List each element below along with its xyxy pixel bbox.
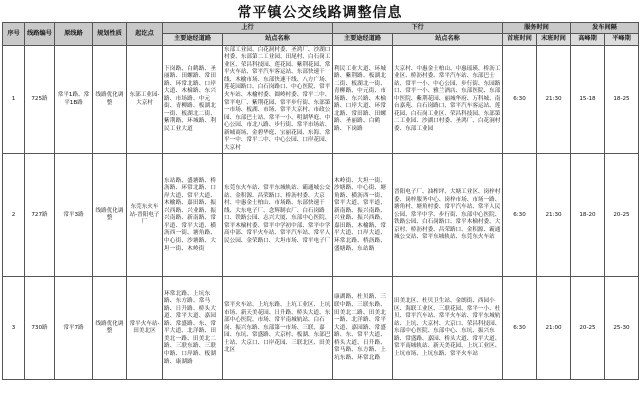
cell-peak: 15-18 (571, 45, 605, 154)
cell-line-code: 725路 (25, 45, 55, 154)
cell-up-roads: 东站路、盛塘路、桥沥路、环常北路、口岸大道、常平大道、木榆路、嘉田路、振兴西路、兴业路、振兴南路、新南路、常平道、常平大道、横沥西一街、塘角路、中心街、沙塘路、大坦一街、木岭街 (163, 154, 223, 277)
cell-seq: 3 (3, 277, 25, 380)
cell-offpeak: 25-30 (605, 277, 639, 380)
cell-last-bus: 21:30 (537, 154, 571, 277)
cell-first-bus: 6:30 (503, 154, 537, 277)
cell-down-stops: 田美北区、杜贝卫生站、金朗街、西园小区、海联工业区、三联花园、常平一小、杜贝、常平汽车站、常平火车站、常平东城轨站、上坑、大京村、大京口、荣昌科技园、东部中心医院、东部中心、东坑、振兴东路、常盛路、嘉园、桥头大道、常平大道、常平南城轨站、新天美花园、上坑工业区、上坑市场、上坑东路、常平火车站 (393, 277, 503, 380)
header-terminals: 起讫点 (127, 23, 163, 46)
cell-down-stops: 晋阳电子厂、油榨坪、大塘工业区、岗梓村委、岗梓服务中心、岗梓市场、市场一路、塘角村、塘角村委、常平汽车站、常平人民公园、常平中学、步行街、东部中心医院、铁路公园、白石岗路口、常平木棆村委、大京村、桥沥村委、昌荣路口、金积源、霸通城公交站、常平东城轨站、东莞东火车站 (393, 154, 503, 277)
cell-orig-line: 常平3路 (55, 154, 93, 277)
header-line-code: 线路编号 (25, 23, 55, 46)
cell-peak: 20-25 (571, 277, 605, 380)
cell-last-bus: 21:00 (537, 277, 571, 380)
cell-peak: 18-20 (571, 154, 605, 277)
header-upstream: 上行 (163, 23, 333, 34)
header-last-bus: 末班时间 (537, 34, 571, 45)
cell-up-stops: 东部工业园、白花洞村委、圣鸿厂、沙湖口村委、东部第二工业园、田尾村、白石岗工业区、荣昌科技园、莲花园、紫荆花园、常平火车站、常平汽车客运站、东部快速干线、木榆市场、东部快速干线、八方广场、莲花园路口、白石岗路口、中心医院、常平火车站、木榆村委、圆岭村委、常平二中、常平电厂、紫荆花园、常平步行街、东部第一市场、板湖、市场、常平大京村、市政公园、东部巴士站、常平一小、明湖华庭、中心公园、市北八路、步行街、常平市场站、新城商场、金碧华庭、宝丽花园、东海、常平一中、常平二中、中心公园、口岸花园、大京村 (223, 45, 333, 154)
header-down-main-roads: 主要途经道路 (333, 34, 393, 45)
header-seq: 序号 (3, 23, 25, 46)
bus-route-table (2, 22, 639, 380)
cell-seq: 2 (3, 154, 25, 277)
cell-down-stops: 大京村、中惠金士柏山、中惠瑶瑛、桥沥工业区、桥沥村委、常平汽车站、东部巴士站、常平一小、中心公园、步行街、东园路口、常平一小、雅兰酒店、东部医院、东部中医院、紫荆花园、丽城华府、万科城、南台嘉苑、白石岗路口、常平汽车客运站、莲花园、白石岗工业区、荣昌科技园、东部第二工业园、沙湖口村委、圣鸿厂、白花洞村委、东部工业园 (393, 45, 503, 154)
cell-down-roads: 木岭街、大坦一街、沙塘路、中心街、塘角路、横沥西一街、常平大道、常平道、新南路、振兴南路、兴业路、振兴西路、嘉田路、木榆路、常平大道、口岸大道、环常北路、桥沥路、盛塘路、东站路 (333, 154, 393, 277)
header-down-stop-names: 站点名称 (393, 34, 503, 45)
cell-line-code: 730路 (25, 277, 55, 380)
header-plan-nature: 规划性质 (93, 23, 127, 46)
cell-plan-nature: 线路优化调整 (93, 45, 127, 154)
document-title: 常平镇公交线路调整信息 (237, 5, 403, 21)
cell-plan-nature: 线路优化调整 (93, 154, 127, 277)
cell-plan-nature: 线路优化调整 (93, 277, 127, 380)
cell-orig-line: 常平7路 (55, 277, 93, 380)
cell-terminals: 东部工业园-大京村 (127, 45, 163, 154)
cell-down-roads: 利民工业大道、环城路、紫荆路、板湖北二街、板湖北一街、青柳路、中元街、市场路、东兴路、木棆路、口岸大道、环常北路、常田路、田螺路、圣丽路、白鹤路、下岗路 (333, 45, 393, 154)
header-row-1 (3, 23, 639, 34)
table-row (3, 45, 639, 154)
cell-last-bus: 21:30 (537, 45, 571, 154)
cell-line-code: 727路 (25, 154, 55, 277)
cell-seq: 1 (3, 45, 25, 154)
cell-offpeak: 18-25 (605, 45, 639, 154)
cell-up-roads: 环常北路、上坑东路、东方路、常马路、日升路、桥头大道、常平大道、嘉园路、常盛路、东、常平大道、北洋路、田美北一路、田美北二路、三联东路、三联中路、口岸路、板湖路、康湖路 (163, 277, 223, 380)
header-orig-line: 原线路 (55, 23, 93, 46)
table-row (3, 277, 639, 380)
cell-terminals: 东莞东火车站-晋阳电子厂 (127, 154, 163, 277)
header-up-main-roads: 主要途经道路 (163, 34, 223, 45)
cell-terminals: 常平火车站-田美北区 (127, 277, 163, 380)
header-first-bus: 首班时间 (503, 34, 537, 45)
cell-up-roads: 下岗路、白鹤路、圣丽路、田螺路、常田路、环常北路、口岸大道、木棆路、东兴路、市场路、中元街、青柳路、板湖北一街、板湖北二街、紫荆路、环城路、利民工业大道 (163, 45, 223, 154)
header-departure-interval: 发车间隔 (571, 23, 639, 34)
cell-up-stops: 东莞东火车站、常平东城轨站、霸通城公交站、金积源、昌荣路口、桥沥村委、大京村、中惠金士柏山、市场路、东部快速干线、大东电子厂、念辉制衣厂、白石岗路口、铁路公园、志兴大厦、东部中心医院、常平木棆村委、常平中学初中部、常平中学高中部、常平火车站、常平汽车站、常平人民公园、金荣路口、大坦市场、常平电子厂 (223, 154, 333, 277)
header-peak: 高峰期 (571, 34, 605, 45)
header-service-time: 服务时间 (503, 23, 571, 34)
header-up-stop-names: 站点名称 (223, 34, 333, 45)
header-downstream: 下行 (333, 23, 503, 34)
header-offpeak: 平峰期 (605, 34, 639, 45)
cell-first-bus: 6:30 (503, 277, 537, 380)
table-row (3, 154, 639, 277)
cell-first-bus: 6:30 (503, 45, 537, 154)
cell-orig-line: 常平1路、常平1B路 (55, 45, 93, 154)
cell-offpeak: 20-25 (605, 154, 639, 277)
cell-down-roads: 康湖路、杜贝路、三联中路、三联东路、田美北二路、田美北一路、北洋路、常平大道、嘉园路、常盛路、东、常平大道、桥头大道、日升路、常马路、东方路、上坑东路、环常北路 (333, 277, 393, 380)
cell-up-stops: 常平火车站、上坑东路、上坑工业区、上坑市场、新天美花园、日升路、桥头大道、东部中心医院、市场、常平南城轨站、白石岗、振兴东路、东部第一市场、三联、嘉园、东坑、常盛路、大京村、板湖、东部巴士站、大京口、口岸花园、三联北区、田美北区 (223, 277, 333, 380)
